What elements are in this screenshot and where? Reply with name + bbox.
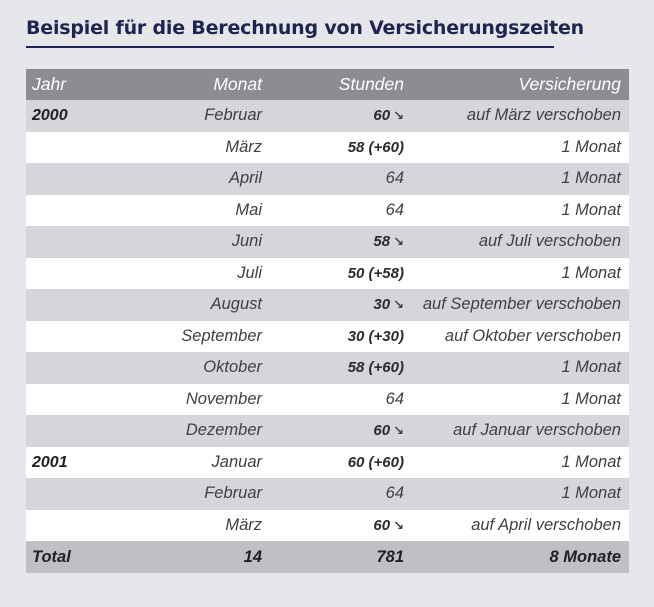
table-row xyxy=(26,352,629,384)
insurance-table xyxy=(26,69,629,573)
table-row xyxy=(26,478,629,510)
hours-value: 50 (+58) xyxy=(347,264,404,282)
cell-hours xyxy=(264,132,410,164)
cell-month: Februar xyxy=(132,478,264,510)
cell-month: Februar xyxy=(132,100,264,132)
arrow-down-right-icon: ↘ xyxy=(393,297,404,312)
cell-insurance: 1 Monat xyxy=(410,384,629,416)
cell-hours xyxy=(264,447,410,479)
table-body xyxy=(26,100,629,541)
table-header-row xyxy=(26,69,629,100)
cell-year xyxy=(26,226,132,258)
cell-hours xyxy=(264,321,410,353)
cell-month: Juli xyxy=(132,258,264,290)
cell-year xyxy=(26,321,132,353)
header-hours: Stunden xyxy=(264,69,410,100)
table-row xyxy=(26,132,629,164)
cell-insurance: 1 Monat xyxy=(410,447,629,479)
cell-month: März xyxy=(132,510,264,542)
hours-value: 58 (+60) xyxy=(347,359,404,376)
hours-value: 30 (+30) xyxy=(347,327,404,345)
table-row xyxy=(26,195,629,227)
cell-hours xyxy=(264,258,410,290)
title-block xyxy=(26,14,585,48)
title-underline xyxy=(26,46,554,48)
total-insurance: 8 Monate xyxy=(410,541,629,573)
arrow-down-right-icon: ↘ xyxy=(393,423,404,438)
cell-year xyxy=(26,510,132,542)
hours-value: 60 xyxy=(373,516,391,534)
arrow-down-right-icon: ↘ xyxy=(393,108,404,123)
total-label: Total xyxy=(26,541,132,573)
hours-value: 64 xyxy=(385,389,404,408)
cell-year xyxy=(26,258,132,290)
cell-insurance: 1 Monat xyxy=(410,352,629,384)
hours-value: 30 xyxy=(373,296,391,313)
cell-month: Mai xyxy=(132,195,264,227)
cell-insurance: 1 Monat xyxy=(410,132,629,164)
cell-month: Juni xyxy=(132,226,264,258)
table-row xyxy=(26,415,629,447)
cell-insurance: 1 Monat xyxy=(410,258,629,290)
cell-year xyxy=(26,352,132,384)
total-hours: 781 xyxy=(264,541,410,573)
table-row xyxy=(26,289,629,321)
cell-year xyxy=(26,478,132,510)
total-row xyxy=(26,541,629,573)
cell-hours xyxy=(264,100,410,132)
cell-insurance: auf Januar verschoben xyxy=(410,415,629,447)
cell-insurance: auf Oktober verschoben xyxy=(410,321,629,353)
total-months: 14 xyxy=(132,541,264,573)
cell-insurance: auf April verschoben xyxy=(410,510,629,542)
cell-insurance: 1 Monat xyxy=(410,195,629,227)
table-row xyxy=(26,100,629,132)
cell-year xyxy=(26,195,132,227)
hours-value: 64 xyxy=(385,484,404,502)
cell-month: August xyxy=(132,289,264,321)
hours-value: 64 xyxy=(385,169,404,187)
cell-month: April xyxy=(132,163,264,195)
hours-value: 60 xyxy=(373,422,391,439)
header-insurance: Versicherung xyxy=(410,69,629,100)
cell-year: 2000 xyxy=(26,100,132,132)
page-title: Beispiel für die Berechnung von Versicherungszeiten xyxy=(26,17,585,39)
cell-year xyxy=(26,415,132,447)
hours-value: 60 xyxy=(373,107,391,124)
cell-month: Oktober xyxy=(132,352,264,384)
cell-hours xyxy=(264,510,410,542)
cell-hours xyxy=(264,352,410,384)
table-row xyxy=(26,447,629,479)
cell-year: 2001 xyxy=(26,447,132,479)
cell-insurance: 1 Monat xyxy=(410,478,629,510)
arrow-down-right-icon: ↘ xyxy=(393,517,404,533)
cell-hours xyxy=(264,289,410,321)
cell-month: März xyxy=(132,132,264,164)
cell-month: Dezember xyxy=(132,415,264,447)
table-row xyxy=(26,258,629,290)
cell-insurance: auf März verschoben xyxy=(410,100,629,132)
cell-month: September xyxy=(132,321,264,353)
cell-hours xyxy=(264,163,410,195)
cell-year xyxy=(26,384,132,416)
cell-hours xyxy=(264,195,410,227)
cell-hours xyxy=(264,226,410,258)
header-month: Monat xyxy=(132,69,264,100)
cell-year xyxy=(26,163,132,195)
arrow-down-right-icon: ↘ xyxy=(393,234,404,249)
table-row xyxy=(26,384,629,416)
table-row xyxy=(26,510,629,542)
cell-hours xyxy=(264,415,410,447)
cell-month: November xyxy=(132,384,264,416)
cell-insurance: 1 Monat xyxy=(410,163,629,195)
cell-hours xyxy=(264,478,410,510)
cell-insurance: auf September verschoben xyxy=(410,289,629,321)
hours-value: 60 (+60) xyxy=(347,453,404,471)
table-row xyxy=(26,321,629,353)
cell-year xyxy=(26,289,132,321)
header-year: Jahr xyxy=(26,69,132,100)
cell-hours xyxy=(264,384,410,416)
cell-insurance: auf Juli verschoben xyxy=(410,226,629,258)
cell-month: Januar xyxy=(132,447,264,479)
table-row xyxy=(26,226,629,258)
table-row xyxy=(26,163,629,195)
cell-year xyxy=(26,132,132,164)
hours-value: 58 xyxy=(373,233,391,250)
hours-value: 64 xyxy=(385,200,404,219)
hours-value: 58 (+60) xyxy=(347,138,404,156)
